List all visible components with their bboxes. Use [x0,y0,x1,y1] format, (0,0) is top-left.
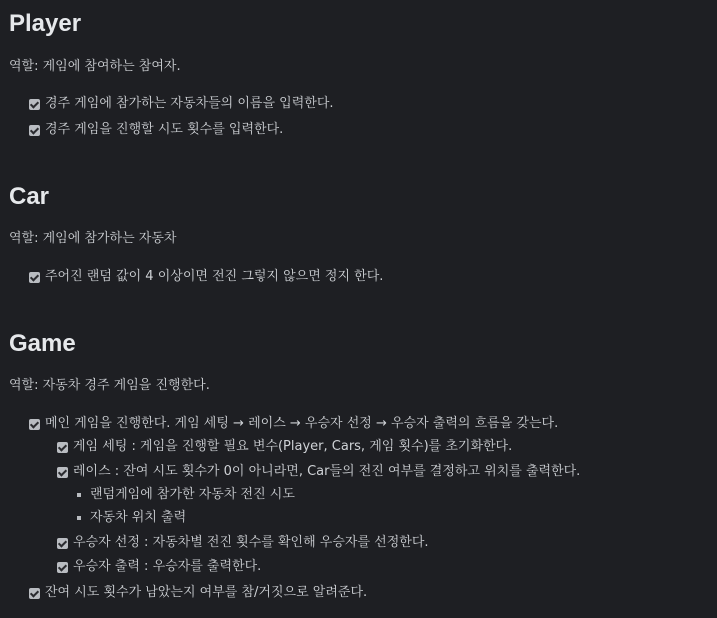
bullet-item [77,509,186,527]
task-item-text: 주어진 랜덤 값이 4 이상이면 전진 그렇지 않으면 정지 한다. [45,269,384,284]
task-subitem [57,438,512,456]
checkbox-checked-icon[interactable] [29,99,40,110]
checkbox-checked-icon[interactable] [29,419,40,430]
task-subitem [57,558,261,576]
task-item-text: 경주 게임에 참가하는 자동차들의 이름을 입력한다. [45,96,334,111]
checkbox-checked-icon[interactable] [57,538,68,549]
section-title-car: Car [9,183,50,210]
task-item-text: 우승자 선정 : 자동차별 전진 횟수를 확인해 우승자를 선정한다. [73,535,429,550]
checkbox-checked-icon[interactable] [57,467,68,478]
bullet-item-text: 랜덤게임에 참가한 자동차 전진 시도 [90,487,295,502]
section-title-player: Player [9,10,82,37]
role-text-car: 역할: 게임에 참가하는 자동차 [9,231,177,246]
task-subitem [57,463,580,481]
bullet-item [77,486,295,504]
task-item-text: 게임 세팅 : 게임을 진행할 필요 변수(Player, Cars, 게임 횟수)를 초기화한다. [73,439,513,454]
task-item [29,121,283,139]
checkbox-checked-icon[interactable] [29,588,40,599]
role-text-player: 역할: 게임에 참여하는 참여자. [9,59,181,74]
task-item [29,95,334,113]
checkbox-checked-icon[interactable] [29,272,40,283]
checkbox-checked-icon[interactable] [29,125,40,136]
task-item [29,268,383,286]
task-item-text: 우승자 출력 : 우승자를 출력한다. [73,559,262,574]
checkbox-checked-icon[interactable] [57,442,68,453]
task-item-text: 경주 게임을 진행할 시도 횟수를 입력한다. [45,122,284,137]
square-bullet-icon [77,493,81,497]
role-text-game: 역할: 자동차 경주 게임을 진행한다. [9,378,210,393]
task-item-text: 레이스 : 잔여 시도 횟수가 0이 아니라면, Car들의 전진 여부를 결정하고 위치를 출력한다. [73,464,581,479]
task-item [29,415,558,433]
checkbox-checked-icon[interactable] [57,562,68,573]
task-item-text: 잔여 시도 횟수가 남았는지 여부를 참/거짓으로 알려준다. [45,585,368,600]
section-title-game: Game [9,330,76,357]
task-item [29,584,367,602]
task-subitem [57,534,429,552]
task-item-text: 메인 게임을 진행한다. 게임 세팅 → 레이스 → 우승자 선정 → 우승자 출력의 흐름을 갖는다. [45,416,559,431]
bullet-item-text: 자동차 위치 출력 [90,510,187,525]
square-bullet-icon [77,516,81,520]
